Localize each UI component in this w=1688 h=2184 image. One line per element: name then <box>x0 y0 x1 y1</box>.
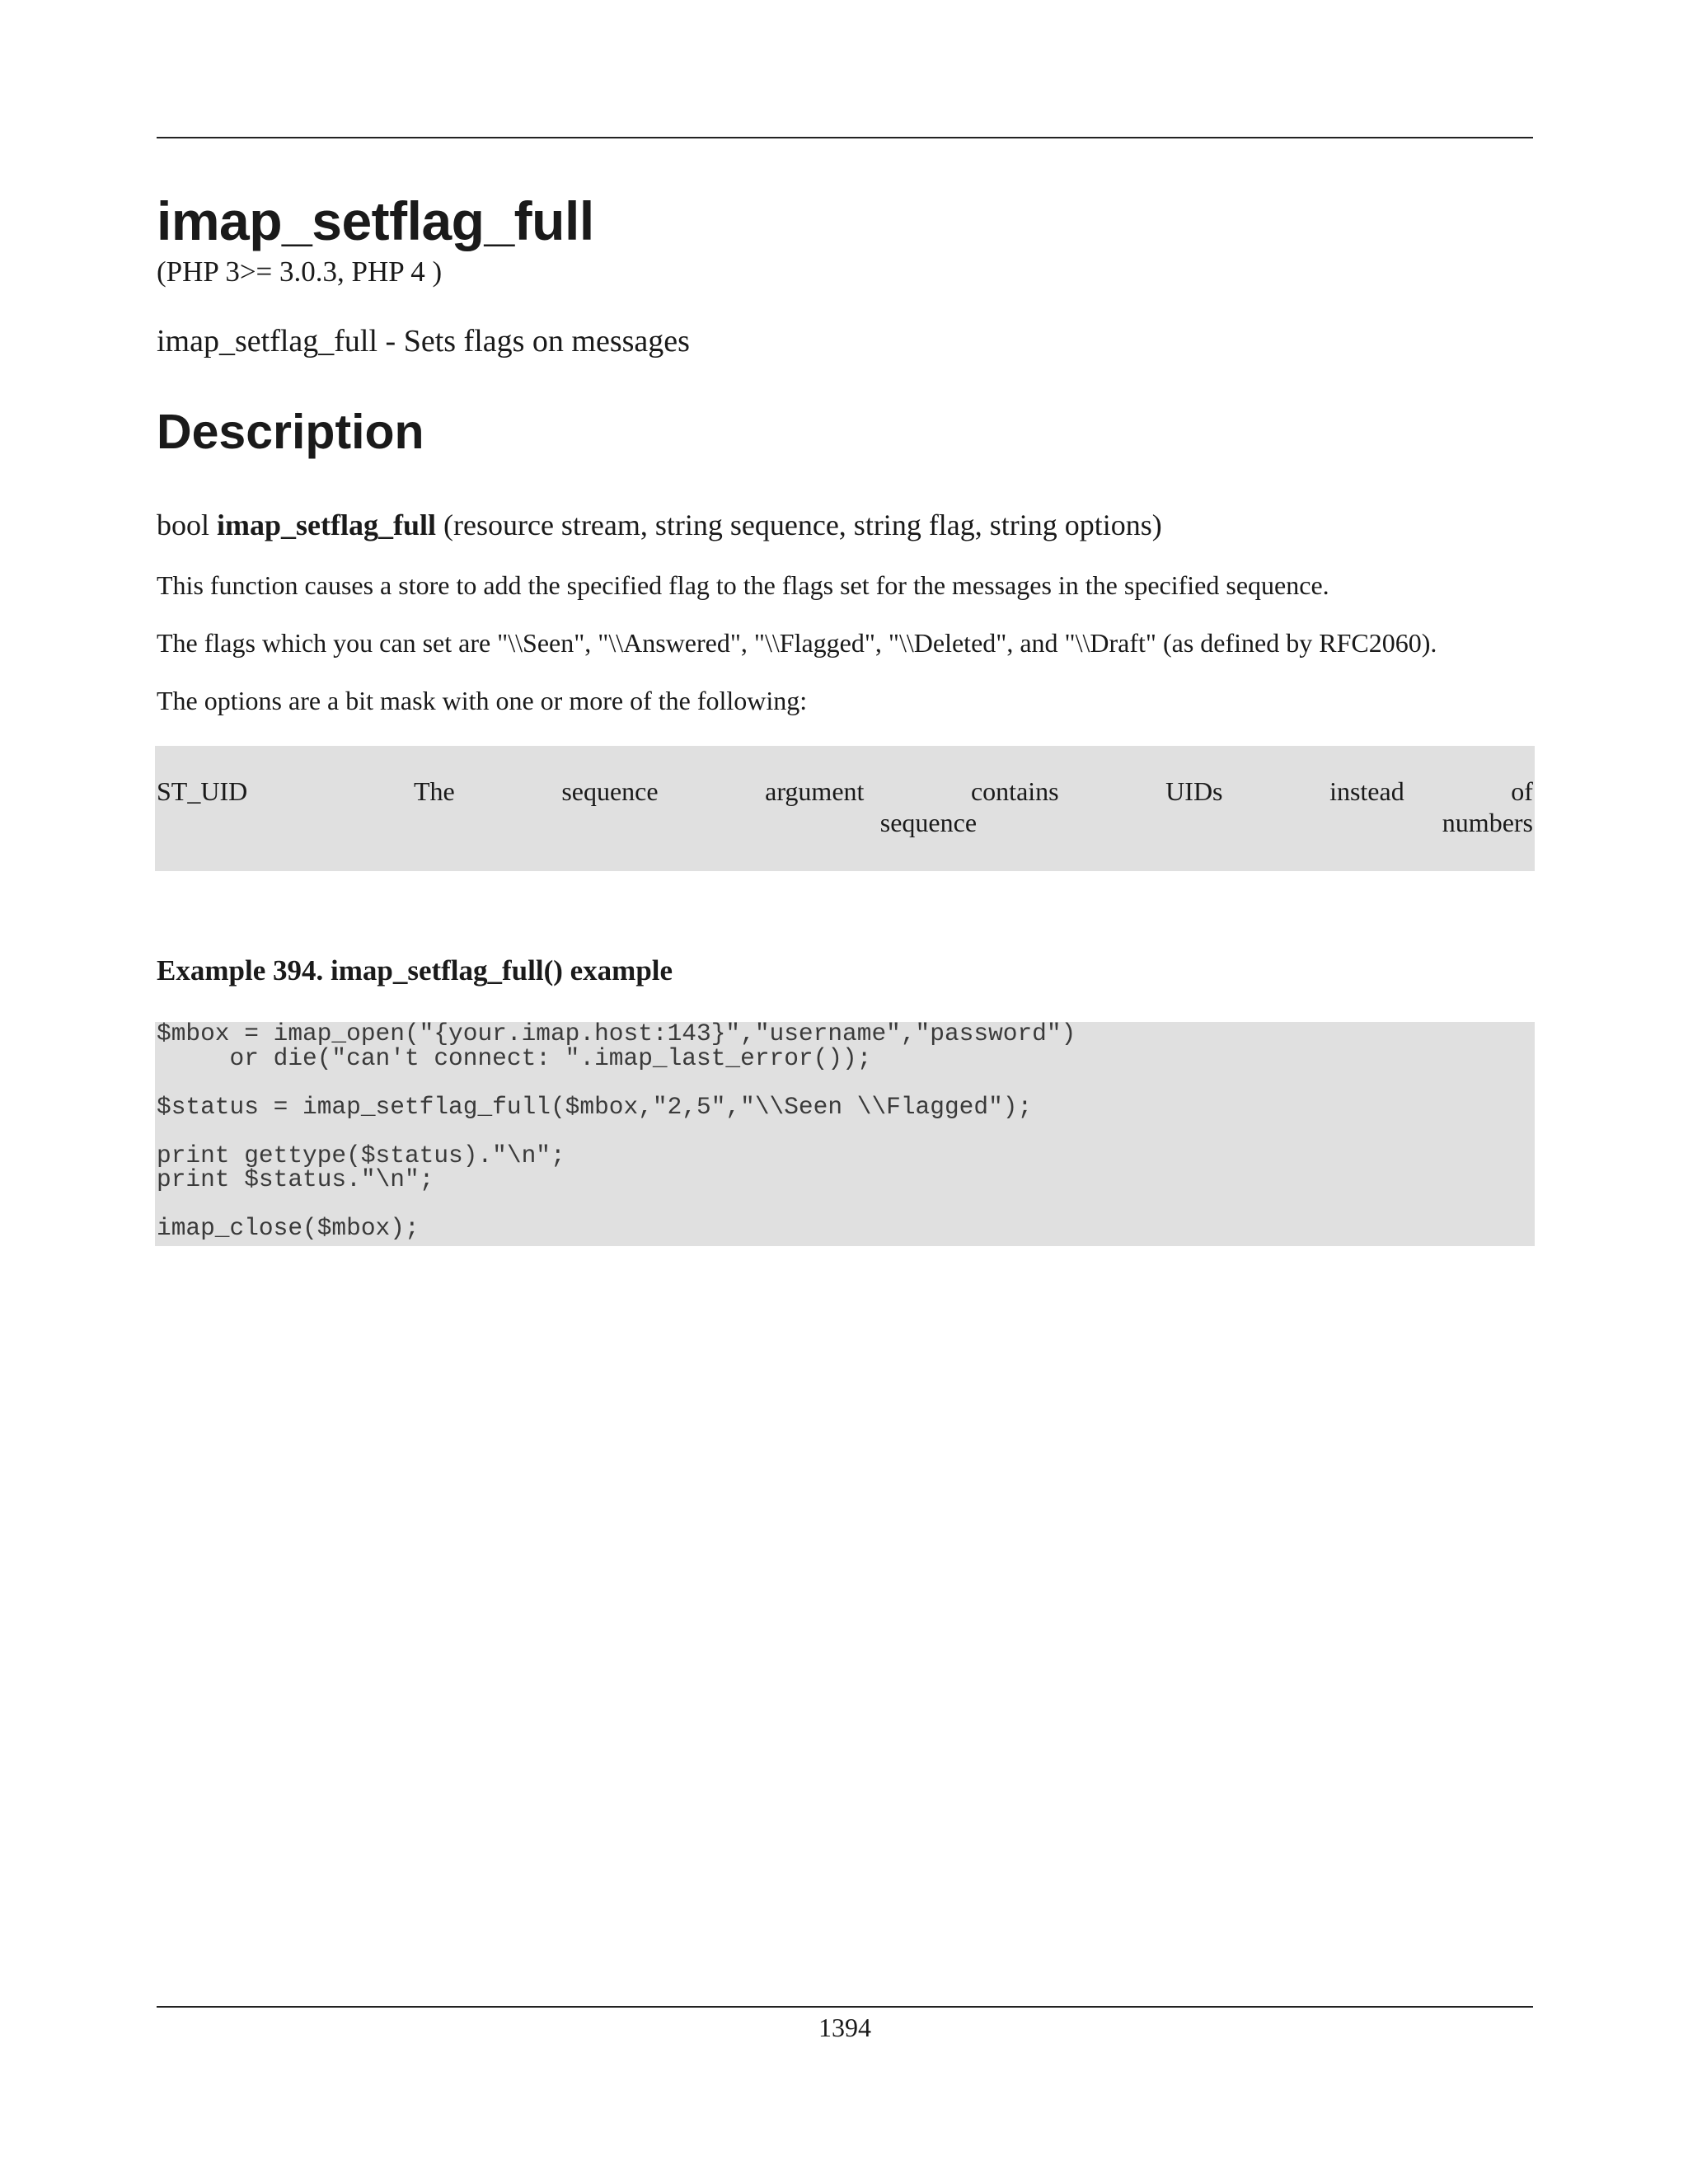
page-number: 1394 <box>818 2013 871 2042</box>
option-description-line2 <box>414 807 1533 838</box>
option-word: sequence <box>879 808 978 837</box>
document-page <box>157 0 1533 2184</box>
function-summary: imap_setflag_full - Sets flags on messages <box>157 324 690 359</box>
return-type: bool <box>157 509 210 541</box>
option-word: argument <box>765 776 865 806</box>
option-description <box>414 776 1533 838</box>
option-description-line1 <box>414 776 1533 807</box>
option-word: contains <box>970 776 1059 806</box>
option-word: instead <box>1329 776 1404 806</box>
flags-paragraph: The flags which you can set are "\\Seen", "\\Answered", "\\Flagged", "\\Deleted", and "\\Draft" (as defined by RFC2060). <box>157 628 1437 658</box>
top-divider <box>157 137 1533 138</box>
option-constant: ST_UID <box>157 776 248 806</box>
function-params: (resource stream, string sequence, string flag, string options) <box>443 509 1162 541</box>
function-name: imap_setflag_full <box>217 509 437 541</box>
example-title: Example 394. imap_setflag_full() example <box>157 954 673 987</box>
code-block: $mbox = imap_open("{your.imap.host:143}","username","password") or die("can't connect: ".imap_last_error()); $status = imap_setflag_full($mbox,"2,5","\\Seen \\Flagged"); print gettype($status)."\n"; print $status."\n"; imap_close($mbox); <box>157 1019 1076 1242</box>
page-title: imap_setflag_full <box>157 190 594 251</box>
options-table <box>155 746 1535 871</box>
bottom-divider <box>157 2006 1533 2008</box>
options-paragraph: The options are a bit mask with one or more of the following: <box>157 686 808 715</box>
option-word: sequence <box>561 776 659 806</box>
version-info: (PHP 3>= 3.0.3, PHP 4 ) <box>157 255 443 288</box>
function-synopsis <box>157 506 1162 544</box>
option-word: of <box>1511 776 1533 806</box>
description-paragraph: This function causes a store to add the specified flag to the flags set for the messages in the specified sequence. <box>157 570 1329 600</box>
description-heading: Description <box>157 405 424 459</box>
option-word: UIDs <box>1165 776 1223 806</box>
option-word: The <box>414 776 455 806</box>
code-example <box>155 1019 1535 1246</box>
option-word: numbers <box>1442 808 1533 837</box>
